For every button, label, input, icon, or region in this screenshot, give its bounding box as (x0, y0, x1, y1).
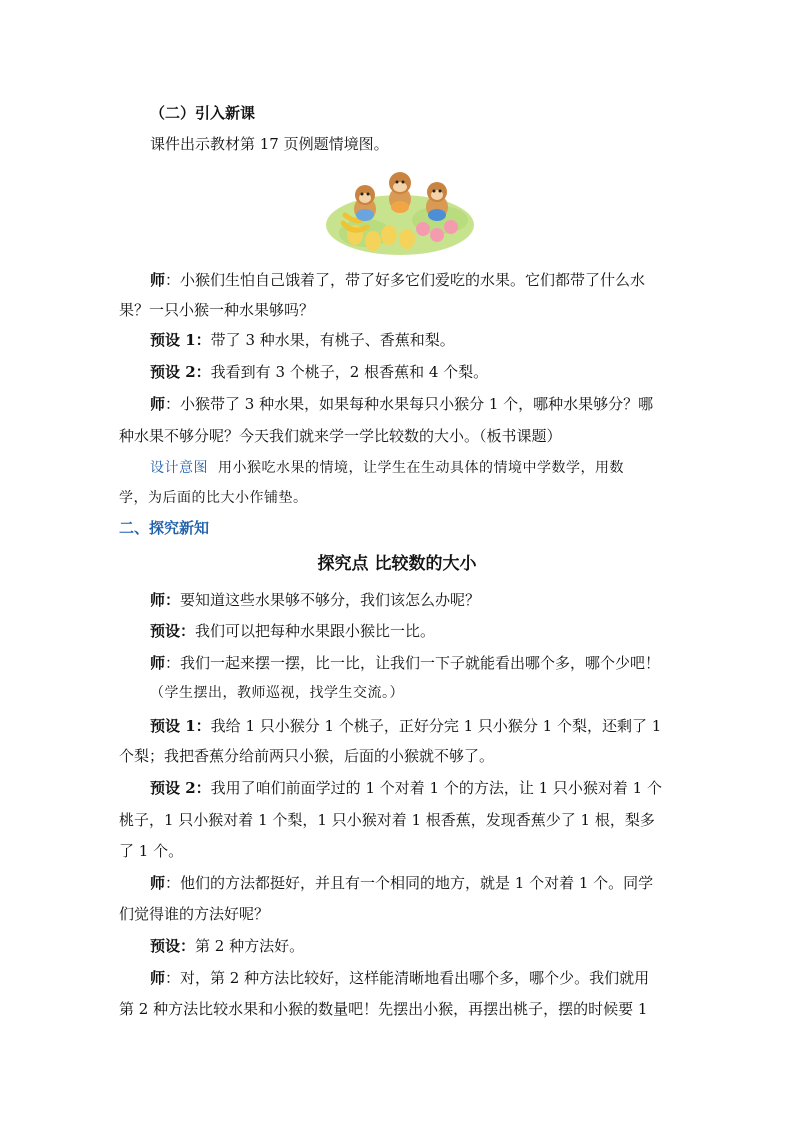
preset-0-line (150, 621, 680, 641)
teacher-text: ：他们的方法都挺好，并且有一个相同的地方，就是 1 个对着 1 个。同学 (165, 874, 654, 892)
teacher-line-e1 (150, 590, 680, 610)
activity-note: （学生摆出，教师巡视，找学生交流。） (150, 685, 404, 701)
preset-text: 第 2 种方法好。 (195, 937, 305, 955)
preset-label: 预设 2： (150, 779, 211, 797)
preset-label: 预设 1： (150, 331, 211, 349)
preset-e1-line-a (150, 716, 680, 736)
design-intent-text: 用小猴吃水果的情境，让学生在生动具体的情境中学数学，用数 (218, 460, 624, 476)
speaker-teacher: 师 (150, 395, 166, 413)
speaker-teacher: 师： (150, 591, 181, 609)
section-heading-explore: 二、探究新知 (119, 519, 210, 537)
teacher-line-e4a (150, 968, 680, 988)
preset-text: 带了 3 种水果，有桃子、香蕉和梨。 (210, 331, 455, 349)
speaker-teacher: 师 (150, 654, 166, 672)
monkeys-with-fruit-illustration (325, 165, 475, 257)
speaker-teacher: 师 (150, 271, 166, 289)
preset-e2-line-b: 桃子，1 只小猴对着 1 个梨，1 只小猴对着 1 根香蕉，发现香蕉少了 1 根，梨多 (119, 811, 655, 829)
teacher-line-2b: 种水果不够分呢？今天我们就来学一学比较数的大小。（板书课题） (119, 427, 562, 445)
preset-label: 预设： (150, 622, 196, 640)
preset-label: 预设 2： (150, 363, 211, 381)
design-intent-line-1 (150, 458, 680, 478)
preset-label: 预设： (150, 937, 196, 955)
teacher-text: ：小猴们生怕自己饿着了，带了好多它们爱吃的水果。它们都带了什么水 (165, 271, 646, 289)
teacher-line-e2 (150, 653, 680, 673)
teacher-line-e3a (150, 873, 680, 893)
preset-text: 我们可以把每种水果跟小猴比一比。 (195, 622, 436, 640)
teacher-line-2a (150, 394, 680, 414)
explore-point-title: 探究点 比较数的大小 (317, 554, 477, 574)
teacher-text: ：对，第 2 种方法比较好，这样能清晰地看出哪个多，哪个少。我们就用 (165, 969, 650, 987)
preset-2-line (150, 362, 680, 382)
teacher-text: 要知道这些水果够不够分，我们该怎么办呢？ (180, 591, 481, 609)
preset-label: 预设 1： (150, 717, 211, 735)
teacher-line-1b: 果？一只小猴一种水果够吗？ (119, 301, 315, 319)
speaker-teacher: 师 (150, 874, 166, 892)
preset-1-line (150, 330, 680, 350)
preset-text: 我看到有 3 个桃子，2 根香蕉和 4 个梨。 (210, 363, 489, 381)
preset-e2-line-a (150, 778, 680, 798)
design-intent-label: 设计意图 (150, 460, 208, 476)
preset-e1-line-b: 个梨；我把香蕉分给前两只小猴，后面的小猴就不够了。 (119, 747, 495, 765)
courseware-line: 课件出示教材第 17 页例题情境图。 (150, 135, 389, 153)
teacher-line-1a (150, 270, 680, 290)
teacher-line-e4b: 第 2 种方法比较水果和小猴的数量吧！先摆出小猴，再摆出桃子，摆的时候要 1 (119, 1000, 648, 1018)
section-heading-intro: （二）引入新课 (150, 104, 256, 122)
design-intent-line-2: 学，为后面的比大小作铺垫。 (119, 490, 308, 506)
speaker-teacher: 师 (150, 969, 166, 987)
teacher-line-e3b: 们觉得谁的方法好呢？ (119, 905, 270, 923)
preset-text: 我用了咱们前面学过的 1 个对着 1 个的方法，让 1 只小猴对着 1 个 (210, 779, 662, 797)
preset-e2-line-c: 了 1 个。 (119, 842, 184, 860)
teacher-text: ：小猴带了 3 种水果，如果每种水果每只小猴分 1 个，哪种水果够分？哪 (165, 395, 654, 413)
teacher-text: ：我们一起来摆一摆，比一比，让我们一下子就能看出哪个多，哪个少吧！ (165, 654, 661, 672)
preset-text: 我给 1 只小猴分 1 个桃子，正好分完 1 只小猴分 1 个梨，还剩了 1 (210, 717, 662, 735)
preset-e3-line (150, 936, 680, 956)
